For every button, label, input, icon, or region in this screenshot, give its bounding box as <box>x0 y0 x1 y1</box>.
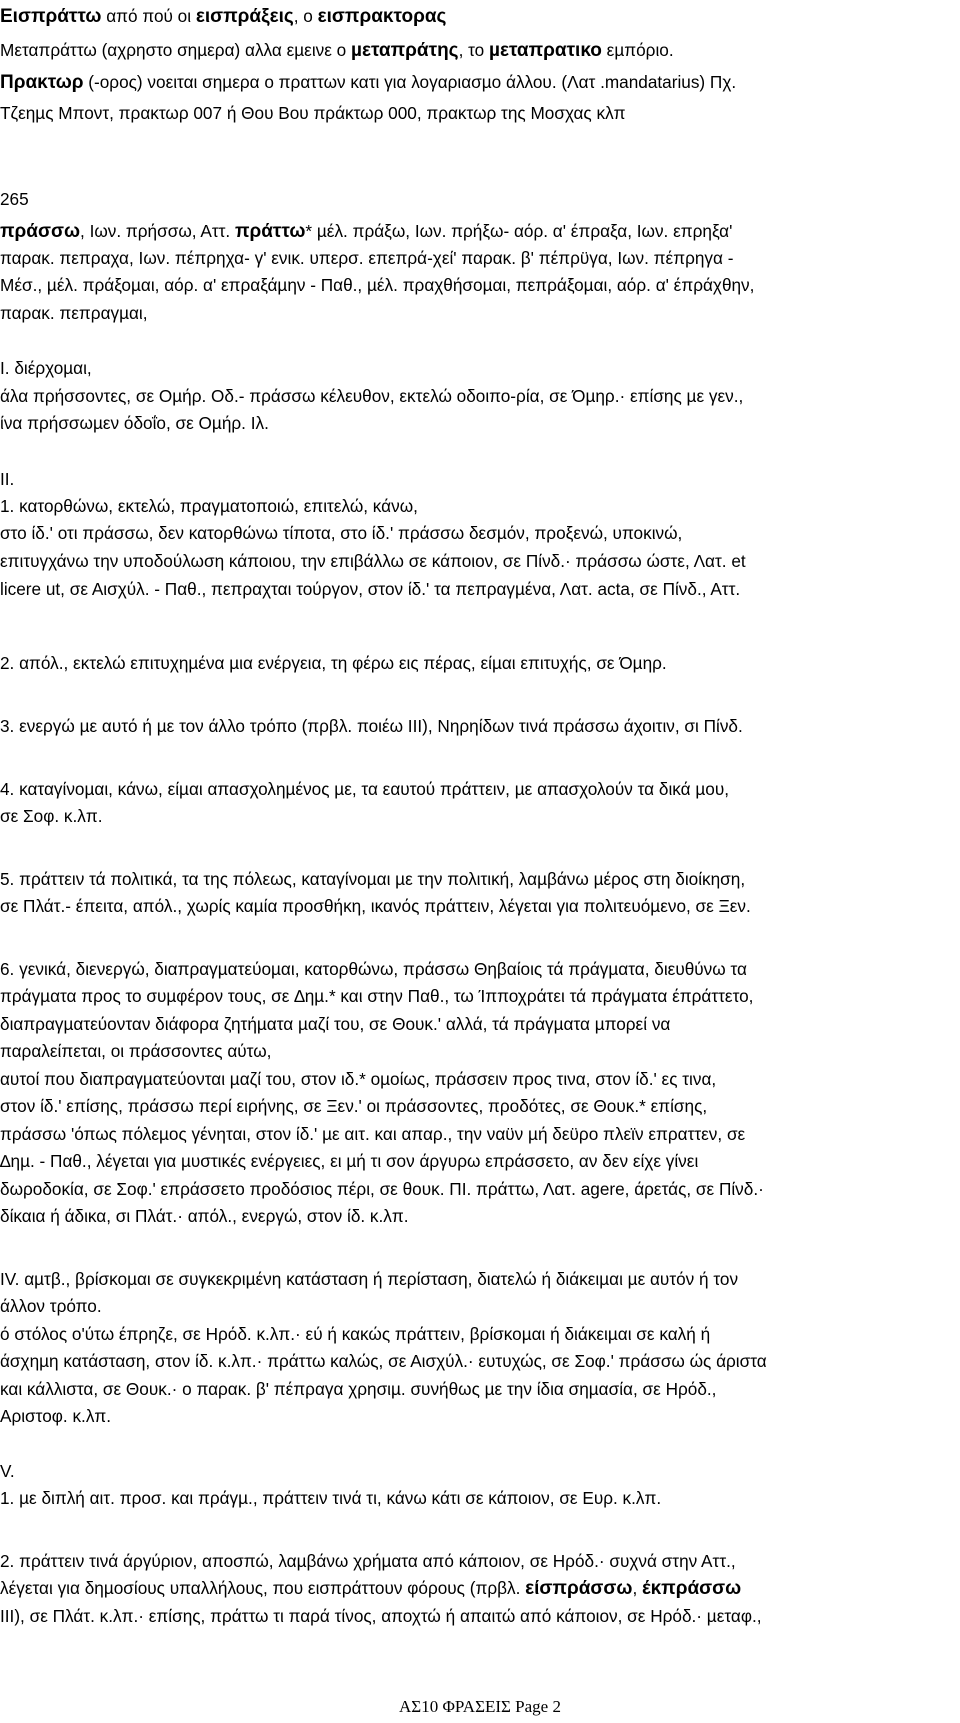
text-run: V. <box>0 1461 15 1481</box>
text-line <box>0 714 743 738</box>
text-line <box>0 1267 738 1291</box>
text-run: 265 <box>0 189 29 209</box>
text-line <box>0 577 740 601</box>
text-line <box>0 867 745 891</box>
headword: πράσσω <box>0 221 81 242</box>
text-line <box>0 70 736 95</box>
text-run: εµπόριο. <box>601 40 674 60</box>
text-run: III), σε Πλάτ. κ.λπ.· επίσης, πράττω τι παρά τίνος, αποχτώ ή απαιτώ από κάποιον, σε Ηρόδ.· µεταφ., <box>0 1606 762 1626</box>
text-run: , το <box>458 40 489 60</box>
text-run: παραλείπεται, οι πράσσοντες αύτω, <box>0 1041 272 1061</box>
text-run: δίκαια ή άδικα, σι Πλάτ.· απόλ., ενεργώ, στον ίδ. κ.λπ. <box>0 1206 409 1226</box>
text-line <box>0 101 626 125</box>
text-run: πράσσω 'όπως πόλεµος γένηται, στον ίδ.' µε αιτ. και απαρ., την ναϋν µή δεϋρο πλεϊν επραττεν, σε <box>0 1124 746 1144</box>
text-run: άσχηµη κατάσταση, στον ίδ. κ.λπ.· πράττω καλώς, σε Αισχύλ.· ευτυχώς, σε Σοφ.' πράσσω ώς άριστα <box>0 1351 767 1371</box>
text-line <box>0 494 418 518</box>
text-run: 3. ενεργώ µε αυτό ή µε τον άλλο τρόπο (πρβλ. ποιέω ΙΙΙ), Νηρηίδων τινά πράσσω άχοιτιν, σι Πίνδ. <box>0 716 743 736</box>
headword: µεταπρατικο <box>489 40 602 61</box>
text-run: , Ιων. πρήσσω, Αττ. <box>80 221 235 241</box>
headword: εισπρακτορας <box>317 6 447 27</box>
text-run: 6. γενικά, διενεργώ, διαπραγµατεύοµαι, κατορθώνω, πράσσω Θηβαίοις τά πράγµατα, διευθύνω τα <box>0 959 747 979</box>
text-line <box>0 384 743 408</box>
text-run: , <box>632 1578 643 1598</box>
text-run: αυτοί που διαπραγµατεύονται µαζί του, στον ιδ.* οµοίως, πράσσειν προς τινα, στον ίδ.' ες τινα, <box>0 1069 717 1089</box>
text-run: ίνα πρήσσωµεν όδοΐο, σε Οµήρ. Ιλ. <box>0 413 269 433</box>
text-run: 1. µε διπλή αιτ. προσ. και πράγµ., πράττειν τινά τι, κάνω κάτι σε κάποιον, σε Ευρ. κ.λπ. <box>0 1488 662 1508</box>
text-line <box>0 651 667 675</box>
text-line <box>0 777 729 801</box>
text-run: 2. πράττειν τινά άργύριον, αποσπώ, λαµβάνω χρήµατα από κάποιον, σε Ηρόδ.· συχνά στην Αττ., <box>0 1551 736 1571</box>
text-line <box>0 467 14 491</box>
text-line <box>0 356 92 380</box>
text-run: Μέσ., µέλ. πράξοµαι, αόρ. α' επραξάµην - Παθ., µέλ. πραχθήσοµαι, πεπράξοµαι, αόρ. α' έπράχθην, <box>0 275 755 295</box>
text-run: IV. αµτβ., βρίσκοµαι σε συγκεκριµένη κατάσταση ή περίσταση, διατελώ ή διάκειµαι µε αυτόν ή τον <box>0 1269 739 1289</box>
text-run: άλλον τρόπο. <box>0 1296 102 1316</box>
text-line <box>0 1177 764 1201</box>
headword: πράττω <box>234 221 306 242</box>
text-line <box>0 1204 409 1228</box>
text-line <box>0 521 682 545</box>
text-line <box>0 1294 102 1318</box>
text-run: πράγµατα προς το συµφέρον τους, σε ∆ηµ.* και στην Παθ., τω Ίπποχράτει τά πράγµατα έπράττετο, <box>0 986 754 1006</box>
text-run: στο ίδ.' οτι πράσσω, δεν κατορθώνω τίποτα, στο ίδ.' πράσσω δεσµόν, προξενώ, υποκινώ, <box>0 523 683 543</box>
text-run: λέγεται για δηµοσίους υπαλλήλους, που εισπράττουν φόρους (πρβλ. <box>0 1578 526 1598</box>
text-line <box>0 1549 736 1573</box>
text-run: licere ut, σε Αισχύλ. - Παθ., πεπραχται τούργον, στον ίδ.' τα πεπραγµένα, Λατ. acta, σε Πίνδ., Αττ. <box>0 579 741 599</box>
text-line <box>0 1012 670 1036</box>
headword: είσπράσσω <box>525 1578 633 1599</box>
text-run: , ο <box>293 6 318 26</box>
text-line <box>0 4 446 29</box>
text-run: ∆ηµ. - Παθ., λέγεται για µυστικές ενέργειες, ει µή τι σον άργυρω επράσσετο, αν δεν είχε γίνει <box>0 1151 699 1171</box>
text-line <box>0 984 753 1008</box>
text-line <box>0 957 747 981</box>
text-run: διαπραγµατεύονταν διάφορα ζητήµατα µαζί του, σε Θουκ.' αλλά, τά πράγµατα µπορεί να <box>0 1014 671 1034</box>
text-line <box>0 1067 716 1091</box>
text-run: Αριστοφ. κ.λπ. <box>0 1406 112 1426</box>
text-run: ΙΙ. <box>0 469 15 489</box>
text-line <box>0 1122 745 1146</box>
headword: έκπράσσω <box>642 1578 742 1599</box>
text-line <box>0 1149 698 1173</box>
headword: Εισπράττω <box>0 6 102 27</box>
text-line <box>0 1404 111 1428</box>
text-run: * µέλ. πράξω, Ιων. πρήξω- αόρ. α' έπραξα, Ιων. επρηξα' <box>305 221 733 241</box>
text-run: άλα πρήσσοντες, σε Οµήρ. Οδ.- πράσσω κέλευθον, εκτελώ οδοιπο-ρία, σε Όµηρ.· επίσης µε γεν., <box>0 386 744 406</box>
text-line <box>0 301 148 325</box>
text-run: 1. κατορθώνω, εκτελώ, πραγµατοποιώ, επιτελώ, κάνω, <box>0 496 418 516</box>
text-run: Ι. διέρχοµαι, <box>0 358 92 378</box>
text-line <box>0 894 751 918</box>
text-run: παρακ. πεπραγµαι, <box>0 303 148 323</box>
text-run: δωροδοκία, σε Σοφ.' επράσσετο προδόσιος πέρι, σε θουκ. ΠΙ. πράττω, Λατ. agere, άρετάς, σε Πίνδ.· <box>0 1179 764 1199</box>
text-run: (-ορος) νοειται σηµερα ο πραττων κατι για λογαριασµο άλλου. (Λατ .mandatarius) Πχ. <box>83 72 737 92</box>
text-line <box>0 549 746 573</box>
text-line <box>0 273 754 297</box>
text-line <box>0 1039 271 1063</box>
text-run: 5. πράττειν τά πολιτικά, τα της πόλεως, καταγίνοµαι µε την πολιτική, λαµβάνω µέρος στη διοίκηση, <box>0 869 746 889</box>
text-run: Μεταπράττω (αχρηστο σηµερα) αλλα εµεινε ο <box>0 40 352 60</box>
text-line <box>0 1094 707 1118</box>
text-line <box>0 38 674 63</box>
text-run: 2. απόλ., εκτελώ επιτυχηµένα µια ενέργεια, τη φέρω εις πέρας, είµαι επιτυχής, σε Όµηρ. <box>0 653 667 673</box>
text-run: σε Πλάτ.- έπειτα, απόλ., χωρίς καµία προσθήκη, ικανός πράττειν, λέγεται για πολιτευόµενο, σε Ξεν. <box>0 896 751 916</box>
text-line <box>0 1322 710 1346</box>
text-run: και κάλλιστα, σε Θουκ.· ο παρακ. β' πέπραγα χρησιµ. συνήθως µε την ίδια σηµασία, σε Ηρόδ., <box>0 1379 717 1399</box>
text-line <box>0 804 103 828</box>
text-line <box>0 411 269 435</box>
text-line <box>0 1604 762 1628</box>
text-line <box>0 219 732 244</box>
text-run: ό στόλος ο'ύτω έπρηζε, σε Ηρόδ. κ.λπ.· εύ ή κακώς πράττειν, βρίσκοµαι ή διάκειµαι σε καλή ή <box>0 1324 711 1344</box>
text-run: παρακ. πεπραχα, Ιων. πέπρηχα- γ' ενικ. υπερσ. επεπρά-χεί' παρακ. β' πέπρϋγα, Ιων. πέπρηγα - <box>0 248 734 268</box>
text-run: στον ίδ.' επίσης, πράσσω περί ειρήνης, σε Ξεν.' οι πράσσοντες, προδότες, σε Θουκ.* επίσης, <box>0 1096 708 1116</box>
headword: Πρακτωρ <box>0 72 84 93</box>
text-line <box>0 1349 767 1373</box>
text-line <box>0 1576 741 1601</box>
text-line <box>0 246 733 270</box>
text-line <box>0 187 29 211</box>
text-run: σε Σοφ. κ.λπ. <box>0 806 103 826</box>
text-run: από πού οι <box>101 6 196 26</box>
text-line <box>0 1377 716 1401</box>
headword: εισπράξεις <box>195 6 294 27</box>
text-run: επιτυγχάνω την υποδούλωση κάποιου, την επιβάλλω σε κάποιον, σε Πίνδ.· πράσσω ώστε, Λατ. et <box>0 551 746 571</box>
text-line <box>0 1486 661 1510</box>
text-line <box>0 1459 15 1483</box>
headword: µεταπράτης <box>351 40 459 61</box>
text-run: 4. καταγίνοµαι, κάνω, είµαι απασχοληµένος µε, τα εαυτού πράττειν, µε απασχολούν τα δικά µου, <box>0 779 729 799</box>
page-footer: ΑΣ10 ΦΡΑΣΕΙΣ Page 2 <box>399 1697 561 1716</box>
text-run: Τζεηµς Μποντ, πρακτωρ 007 ή Θου Βου πράκτωρ 000, πρακτωρ της Μοσχας κλπ <box>0 103 626 123</box>
